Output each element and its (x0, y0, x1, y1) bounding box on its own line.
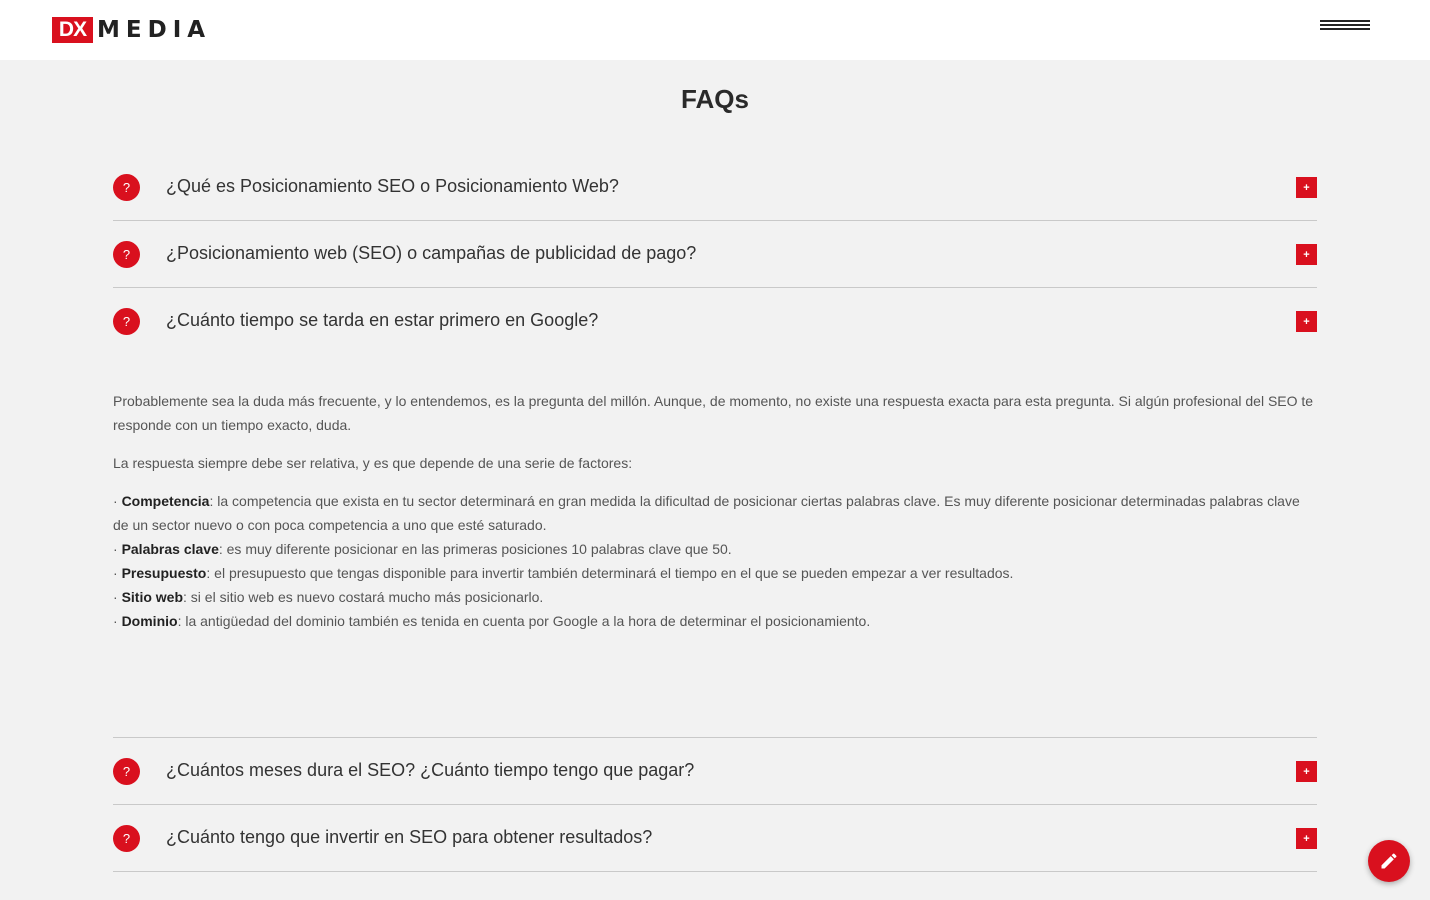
pencil-icon (1379, 851, 1399, 871)
expand-plus-icon[interactable]: + (1296, 311, 1317, 332)
factor-term: Sitio web (121, 589, 184, 605)
list-item: · Competencia: la competencia que exista en tu sector determinará en gran medida la dificultad de posicionar ciertas palabras clave. Es muy diferente posicionar determinadas palabras clave de un sector nuevo o con poca competencia a uno que esté saturado. (113, 493, 1300, 533)
factor-text: : el presupuesto que tengas disponible para invertir también determinará el tiempo en el que se pueden empezar a ver resultados. (206, 565, 1014, 581)
factor-term: Dominio (121, 613, 178, 629)
question-mark-icon: ? (113, 308, 140, 335)
question-mark-icon: ? (113, 241, 140, 268)
expand-plus-icon[interactable]: + (1296, 177, 1317, 198)
factor-term: Competencia (121, 493, 210, 509)
site-header (0, 0, 1430, 60)
factor-text: : es muy diferente posicionar en las primeras posiciones 10 palabras clave que 50. (218, 541, 732, 557)
faq-question: ¿Posicionamiento web (SEO) o campañas de publicidad de pago? (166, 243, 697, 263)
answer-paragraph: Probablemente sea la duda más frecuente, y lo entendemos, es la pregunta del millón. Aunque, de momento, no existe una respuesta exacta para esta pregunta. Si algún profesional del SEO te responde con un tiempo exacto, duda. (113, 393, 1314, 433)
factor-list (113, 489, 1317, 633)
question-mark-icon: ? (113, 825, 140, 852)
logo-word: MEDIA (97, 17, 212, 43)
list-item: · Dominio: la antigüedad del dominio también es tenida en cuenta por Google a la hora de determinar el posicionamiento. (113, 613, 871, 629)
faq-question: ¿Cuánto tiempo se tarda en estar primero en Google? (166, 310, 599, 330)
faq-item-1[interactable] (113, 154, 1317, 221)
expand-plus-icon[interactable]: + (1296, 244, 1317, 265)
question-mark-icon: ? (113, 758, 140, 785)
question-mark-icon: ? (113, 174, 140, 201)
expand-plus-icon[interactable]: + (1296, 761, 1317, 782)
faq-question: ¿Qué es Posicionamiento SEO o Posicionamiento Web? (166, 176, 619, 196)
faq-title: FAQs (681, 84, 749, 114)
faq-question: ¿Cuánto tengo que invertir en SEO para obtener resultados? (166, 827, 653, 847)
factor-text: : la antigüedad del dominio también es tenida en cuenta por Google a la hora de determinar el posicionamiento. (177, 613, 871, 629)
list-item: · Palabras clave: es muy diferente posicionar en las primeras posiciones 10 palabras clave que 50. (113, 541, 732, 557)
faq-answer (113, 389, 1317, 633)
expand-plus-icon[interactable]: + (1296, 828, 1317, 849)
faq-item-2[interactable] (113, 221, 1317, 288)
edit-fab-button[interactable] (1368, 840, 1410, 882)
logo-box: DX (52, 17, 93, 43)
list-item: · Sitio web: si el sitio web es nuevo costará mucho más posicionarlo. (113, 589, 544, 605)
factor-text: : la competencia que exista en tu sector determinará en gran medida la dificultad de posicionar ciertas palabras clave. Es muy diferente posicionar determinadas palabras clave de un sector nuevo o con poca competencia a uno que esté saturado. (113, 493, 1300, 533)
factor-term: Palabras clave (121, 541, 219, 557)
dx-media-logo[interactable] (52, 17, 211, 43)
faq-item-4[interactable] (113, 738, 1317, 805)
factor-text: : si el sitio web es nuevo costará mucho más posicionarlo. (183, 589, 544, 605)
faq-item-3[interactable] (113, 288, 1317, 355)
list-item: · Presupuesto: el presupuesto que tengas disponible para invertir también determinará el tiempo en el que se pueden empezar a ver resultados. (113, 565, 1014, 581)
answer-paragraph: La respuesta siempre debe ser relativa, y es que depende de una serie de factores: (113, 455, 633, 471)
hamburger-icon[interactable] (1320, 20, 1370, 36)
factor-term: Presupuesto (121, 565, 207, 581)
divider (113, 871, 1317, 872)
faq-question: ¿Cuántos meses dura el SEO? ¿Cuánto tiempo tengo que pagar? (166, 760, 695, 780)
faq-item-5[interactable] (113, 805, 1317, 872)
